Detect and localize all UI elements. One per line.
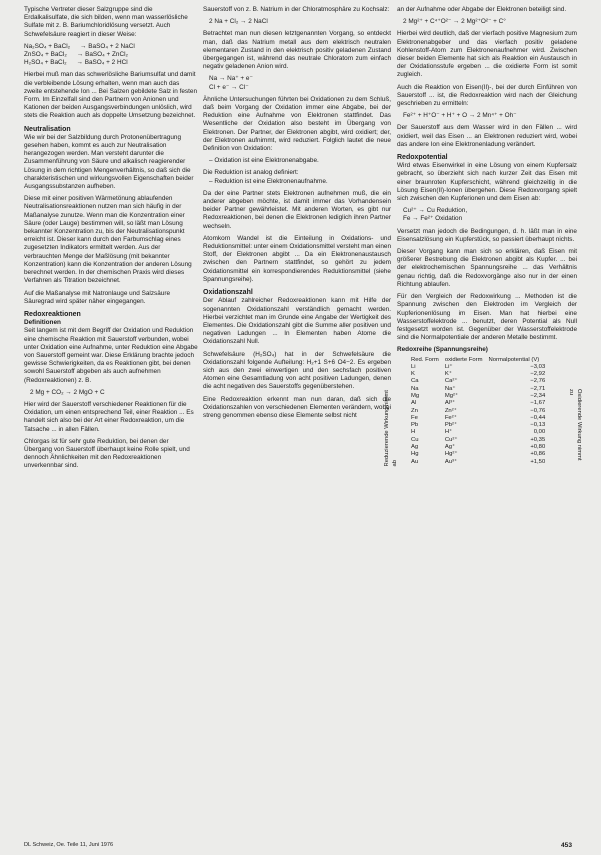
reduced-form-cell: Pb — [411, 422, 419, 429]
reaction-row — [24, 59, 198, 67]
reduced-form-cell: Zn — [411, 407, 418, 414]
reduced-form-cell: Ca — [411, 378, 419, 385]
col2-intro: Sauerstoff von z. B. Natrium in der Chloratmosphäre zu Kochsalz: — [203, 6, 390, 13]
redox-series-table — [411, 357, 545, 466]
footer-source: DL Schweiz, Oe. Teile 11, Juni 1976 — [24, 842, 114, 848]
col2-paragraph: Schwefelsäure (H₂SO₄) hat in der Schwefelsäure die Oxidationszahl folgende Aufteilung: H₂+1 S+6 O4−2. Es ergeben sich aus den zwei einwertigen und den sechsfach positiven Atomen eine Gesamtladung von acht positiven Ladungen, denen die acht negativen des Sauerstoffs gegenüberstehen. — [203, 350, 391, 391]
section-heading-redoxpotential: Redoxpotential — [397, 154, 448, 162]
normal-potential-cell: −3,03 — [530, 363, 546, 370]
definition-oxidation: – Oxidation ist eine Elektronenabgabe. — [209, 157, 319, 165]
table-row — [411, 459, 545, 466]
col3-paragraph: Wird etwas Eisenwirkel in eine Lösung von einem Kupfersalz gebracht, so überzieht sich nach kurzer Zeit das Eisen mit einer braunroten Kupferschicht, während gleichzeitig in die Lösung Eisen(II)-Ionen übergehen. Diese Redoxvorgang spielt sich zwischen den Kupferionen und dem Eisen ab: — [397, 162, 577, 203]
col3-paragraph: Versetzt man jedoch die Bedingungen, d. h. läßt man in eine Eisensalzlösung ein Kupferstück, so passiert überhaupt nichts. — [397, 227, 577, 243]
reaction-row — [24, 43, 198, 51]
col2-paragraph: Betrachtet man nun diesen letztgenannten Vorgang, so entdeckt man, daß das Natrium metall aus dem elektrisch neutralen elementaren Zustand in den elektrisch positiv geladenen Zustand übergegangen ist, während das neutrale Chloratom zum einfach negativ geladenen Anion wird. — [203, 30, 391, 71]
col3-paragraph: Auch die Reaktion von Eisen(II)-, bei der durch Einführen von Sauerstoff ... ist, die Redoxreaktion wird nach der Gleichung geschrieben zu ermitteln: — [397, 83, 577, 108]
column-header: oxidierte Form — [444, 356, 483, 363]
table-heading: Redoxreihe (Spannungsreihe) — [397, 346, 488, 354]
col1-paragraph: Auf die Maßanalyse mit Natronlauge und Salzsäure Säuregrad wird später näher eingegangen. — [24, 289, 170, 305]
equation: 2 Na + Cl₂ → 2 NaCl — [209, 18, 268, 26]
reduced-form-cell: Cu — [411, 436, 419, 443]
table-row — [411, 386, 545, 393]
normal-potential-cell: −1,67 — [530, 400, 546, 407]
oxidized-form-cell: Al³⁺ — [444, 400, 456, 407]
col1-paragraph: Hier wird der Sauerstoff verschiedener Reaktionen für die Oxidation, um einen entsprechend Teil, einer Reaktion ... Es handelt sich also bei der Art einer Redoxreaktion, um die Tatsache ... in allen Fällen. — [24, 400, 194, 433]
table-row — [411, 364, 545, 371]
col1-paragraph: Wie wir bei der Salzbildung durch Protonenübertragung gesehen haben, kommt es auch zur Neutralisation herangezogen werden. Man versteht darunter die Zusammenführung von Säure und alkalisch reagierender Lösung in dem richtigen Mengenverhältnis, so daß sich die charakteristischen und wirkungsvollen Eigenschaften beider Ausgangssubstanzen aufheben. — [24, 133, 194, 191]
normal-potential-cell: −2,76 — [530, 378, 546, 385]
col2-paragraph: Ähnliche Untersuchungen führten bei Oxidationen zu dem Schluß, daß beim Vorgang der Oxidation immer eine Abgabe, bei der Reduktion eine Aufnahme von Elektronen stattfindet. Das Wesentliche der Oxidation also besteht im Übergang von Elektronen. Der Partner, der Elektronen abgibt, wird oxidiert; der, der Elektronen aufnimmt, wird reduziert. Folglich lautet die neue Definition von Oxidation: — [203, 95, 391, 153]
reduced-form-cell: Al — [411, 400, 417, 407]
equation: Cl + e⁻ → Cl⁻ — [209, 83, 249, 91]
redox-table-wrapper — [384, 356, 582, 466]
oxidized-form-cell: Na⁺ — [444, 385, 456, 392]
col3-intro: an der Aufnahme oder Abgabe der Elektronen beteiligt sind. — [397, 6, 567, 13]
col3-paragraph: Dieser Vorgang kann man sich so erklären, daß Eisen mit größerer Bestrebung die Elektronen abgibt als Kupfer. ... bei der elektrochemischen Spannungsreihe ... das Verhältnis genau richtig, daß die Redoxvorgänge also nur in der einen Richtung ablaufen. — [397, 248, 577, 288]
definition-reduction: – Reduktion ist eine Elektronenaufnahme. — [209, 177, 328, 185]
oxidized-form-cell: Cu²⁺ — [444, 436, 458, 443]
table-row — [411, 444, 545, 451]
reduced-form-cell: Mg — [411, 393, 420, 399]
oxidized-form-cell: Pb²⁺ — [444, 422, 458, 429]
reaction-row — [24, 51, 198, 59]
col1-reaction-list — [24, 43, 198, 68]
section-heading-oxidationszahl: Oxidationszahl — [203, 289, 253, 297]
reaction-left: Na₂SO₄ + BaCl₂ — [24, 42, 71, 50]
reduced-form-cell: H — [411, 429, 416, 436]
normal-potential-cell: +1,50 — [530, 458, 546, 465]
table-row — [411, 408, 545, 415]
normal-potential-cell: −2,92 — [530, 371, 546, 378]
reduced-form-cell: Ag — [411, 444, 419, 451]
axis-label-left: Reduzierende Wirkung nimmt ab — [384, 389, 399, 466]
table-row — [411, 393, 545, 400]
col2-paragraph: Da der eine Partner stets Elektronen aufnehmen muß, die ein anderer abgeben möchte, ist damit immer das Vorhandensein beider Partner gewährleistet. Mit anderen Worten, es gibt nur Redoxreaktionen, bei denen die Elektronen lediglich ihren Partner wechseln. — [203, 189, 391, 230]
table-row — [411, 415, 545, 422]
equation: Fe²⁺ + H⁺O⁻ + H⁺ + O → 2 Mn⁴⁺ + Oh⁻ — [403, 112, 517, 120]
oxidized-form-cell: Au³⁺ — [444, 458, 458, 465]
reduced-form-cell: Na — [411, 385, 419, 392]
table-row — [411, 451, 545, 458]
oxidized-form-cell: Fe²⁺ — [444, 414, 457, 421]
column-2 — [203, 6, 391, 420]
normal-potential-cell: −2,71 — [530, 385, 546, 392]
reaction-right: → BaSO₄ + ZnCl₂ — [76, 51, 129, 59]
reduced-form-cell: Fe — [411, 414, 418, 421]
oxidized-form-cell: H⁺ — [444, 429, 453, 436]
table-body — [411, 364, 545, 466]
table-header-row — [411, 357, 545, 364]
col1-paragraph: Hierbei muß man das schwerlösliche Bariumsulfat und damit die verbleibende Lösung erhalten, wenn man auch das zweite entstehende Ion ... Bei Salzen gebildete Salz in festen Form. Im Einzelfall sind den Partnern von Anionen und Kationen der beiden Ausgangsverbindungen unlöslich, wird stets die Reaktion auch als doppelte Umsetzung bezeichnet. — [24, 71, 198, 120]
reaction-left: H₂SO₄ + BaCl₂ — [24, 59, 67, 67]
equation: 2 Mg²⁺ + C⁴⁺O²⁻ → 2 Mg²⁺O²⁻ + C° — [403, 18, 506, 26]
reduced-form-cell: Hg — [411, 451, 419, 458]
section-heading-neutralisation: Neutralisation — [24, 125, 71, 133]
equation: 2 Mg + CO₂ → 2 MgO + C — [30, 388, 105, 396]
table-row — [411, 422, 545, 429]
col1-intro: Typische Vertreter dieser Salzgruppe sind die Erdalkalisulfate, die sich bilden, wenn man wasserlösliche Sulfate mit z. B. Bariumchloridlösung versetzt. Auch Schwefelsäure reagiert in dieser Weise: — [24, 6, 188, 38]
table-row — [411, 378, 545, 385]
oxidized-form-cell: Ca²⁺ — [444, 378, 458, 385]
table-row — [411, 371, 545, 378]
col2-paragraph: Der Ablauf zahlreicher Redoxreaktionen kann mit Hilfe der sogenannten Oxidationszahl verständlich gemacht werden. Hierbei verzichtet man im Grunde eine Angabe der Wertigkeit des Elementes. Die Oxidationszahl gibt die Summe aller positiven und negativen Ladungen ... In Elementen haben Atome die Oxidationszahl Null. — [203, 297, 391, 346]
column-3 — [384, 6, 582, 466]
normal-potential-cell: +0,35 — [530, 436, 546, 443]
normal-potential-cell: −0,13 — [530, 422, 546, 429]
table-row — [411, 429, 545, 436]
oxidized-form-cell: Zn²⁺ — [444, 407, 457, 414]
oxidized-form-cell: Li⁺ — [444, 363, 453, 370]
col3-paragraph: Hierbei wird deutlich, daß der vierfach positive Magnesium zum Elektronenabgeber und das vierfach positiv geladene Kohlenstoff-Atom zum Elektronenaufnehmer wird. Zwischen dieser beiden Elemente hat sich als Reaktion ein Austausch in der Oxidationsstufe ergeben ... die oxidierte Form ist somit zugleich. — [397, 30, 577, 79]
reduced-form-cell: Au — [411, 458, 419, 465]
normal-potential-cell: −2,34 — [530, 393, 546, 399]
reduced-form-cell: K — [411, 371, 415, 378]
col2-paragraph: Atomkorn Wandel ist die Einteilung in Oxidations- und Reduktionsmittel: unter einem Oxidationsmittel versteht man einen Stoff, der Elektronen abgibt ... Da ein Elektronenaustausch zwischen den Partnern stattfindet, so gehört zu jedem Oxidationsmittel ein korrespondierendes Reduktionsmittel (siehe Spannungsreihe). — [203, 234, 391, 283]
oxidized-form-cell: Ag⁺ — [444, 444, 456, 451]
page-number: 453 — [561, 842, 573, 849]
reduced-form-cell: Li — [411, 363, 416, 370]
column-1 — [24, 6, 198, 471]
axis-label-right: Oxidierende Wirkung nimmt zu — [567, 388, 582, 461]
equation: Cu²⁺ → Cu Reduktion, — [403, 207, 468, 215]
col1-paragraph: Diese mit einer positiven Wärmetönung ablaufenden Neutralisationsreaktionen nutzen man sich häufig in der Maßanalyse zunutze. Wenn man die Konzentration einer Säure (oder Lauge) bestimmen will, so läßt man Lösung bekannter Konzentration zu, bis der Neutralisationspunkt erreicht ist. Dieser kann durch den Farbumschlag eines zugesetzten Indikators ermittelt werden. Aus der verbrauchten Menge der Maßlösung (mit bekannter Konzentration) kann die Konzentration der anderen Lösung berechnet werden. In der chemischen Praxis wird dieses Verfahren als Titration bezeichnet. — [24, 195, 192, 285]
normal-potential-cell: −0,44 — [530, 414, 546, 421]
equation: Fe → Fe²⁺ Oxidation — [403, 215, 463, 223]
table-row — [411, 400, 545, 407]
col1-paragraph: Seit langem ist mit dem Begriff der Oxidation und Reduktion eine chemische Reaktion mit Sauerstoff verbunden, wobei unter Oxidation eine Aufnahme, unter Reduktion eine Abgabe von Sauerstoff gemeint war. Diese Erklärung brachte jedoch gewisse Schwierigkeiten, da es Reaktionen gibt, bei denen sowohl Sauerstoff abgeben als auch aufnehmen (Redoxreaktionen) z. B. — [24, 327, 198, 384]
normal-potential-cell: 0,00 — [533, 429, 546, 436]
col1-paragraph: Chlorgas ist für sehr gute Reduktion, bei denen der Übergang von Sauerstoff überhaupt keine Rolle spielt, und dennoch Ähnlichkeiten mit den Redoxreaktionen unverkennbar sind. — [24, 437, 190, 470]
col3-paragraph: Für den Vergleich der Redoxwirkung ... Methoden ist die Spannung zwischen den Elektroden im Vergleich der Kupferionenlösung im Eisen. Man hat hierbei eine Wasserstoffelektrode ... benutzt, deren Potential als Null festgesetzt worden ist. Gegenüber der Wasserstoffelektrode sind die Normalpotentiale der anderen Metalle bestimmt. — [397, 293, 577, 342]
equation: Na → Na⁺ + e⁻ — [209, 75, 253, 83]
column-header: Red. Form — [411, 356, 439, 363]
section-heading-redox: Redoxreaktionen — [24, 310, 81, 318]
col3-paragraph: Der Sauerstoff aus dem Wasser wird in den Fällen ... wird oxidiert, weil das Eisen ... an Elektronen reduziert wird, wobei das andere Ion eine Elektronenladung verändert. — [397, 124, 577, 148]
oxidized-form-cell: Mg²⁺ — [444, 393, 459, 399]
col2-paragraph: Die Reduktion ist analog definiert: — [203, 169, 299, 177]
column-header: Normalpotential (V) — [488, 356, 540, 363]
reaction-right: → BaSO₄ + 2 NaCl — [80, 42, 135, 50]
subheading-definitions: Definitionen — [24, 319, 61, 327]
normal-potential-cell: −0,76 — [530, 407, 546, 414]
reaction-right: → BaSO₄ + 2 HCl — [76, 59, 128, 67]
reaction-left: ZnSO₄ + BaCl₂ — [24, 51, 67, 59]
normal-potential-cell: +0,86 — [530, 451, 546, 458]
normal-potential-cell: +0,80 — [530, 444, 546, 451]
oxidized-form-cell: Hg²⁺ — [444, 451, 458, 458]
col2-paragraph: Eine Redoxreaktion erkennt man nun daran, daß sich die Oxidationszahlen von verschiedenen Elementen verändern, wobei streng genommen ebenso diese Elemente selbst nicht — [203, 395, 391, 419]
table-row — [411, 437, 545, 444]
oxidized-form-cell: K⁺ — [444, 371, 452, 378]
